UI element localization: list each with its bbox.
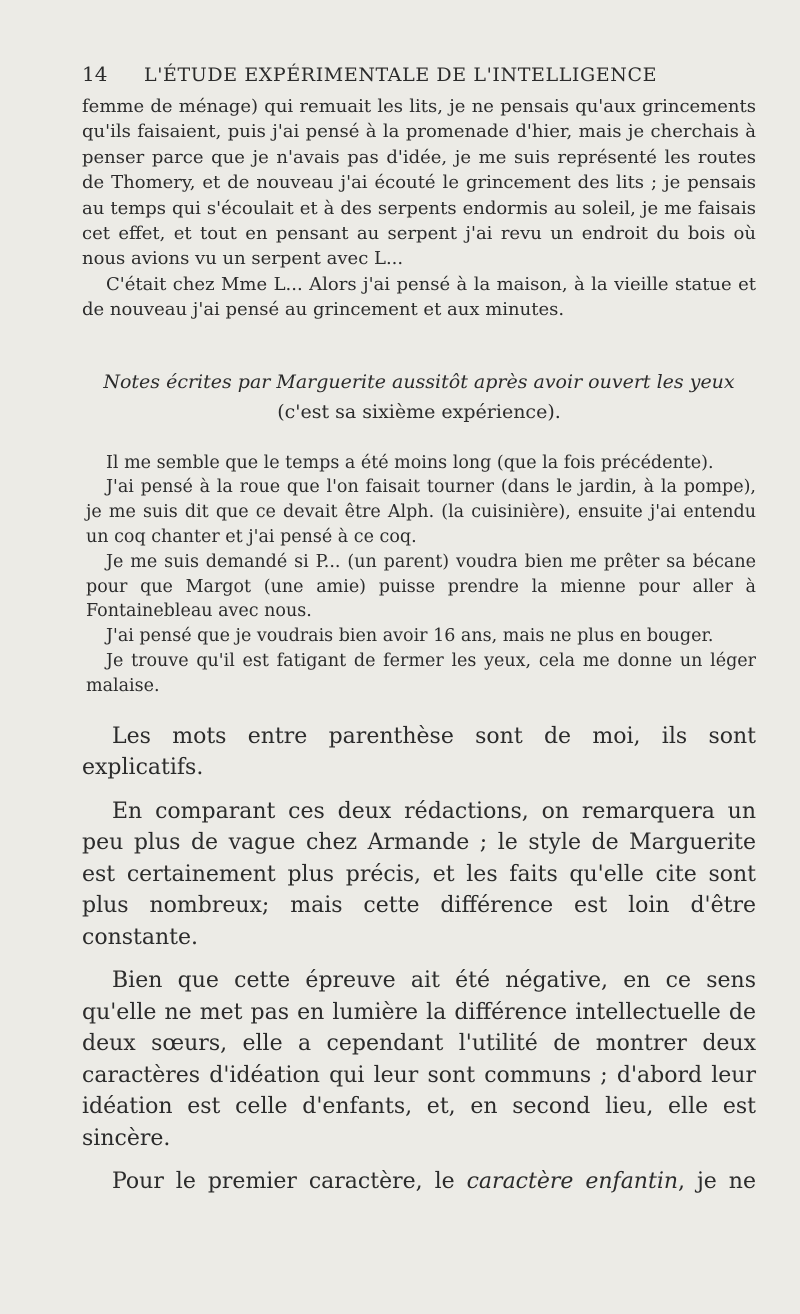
body-italic-run: caractère enfantin: [466, 1169, 679, 1195]
armande-notes: [82, 94, 756, 323]
body-paragraph: Bien que cette épreuve ait été négative, en ce sens qu'elle ne met pas en lumière la différence intellectuelle de deux sœurs, elle a cependant l'utilité de montrer deux caractères d'idéation qui leur sont communs ; d'abord leur idéation est celle d'enfants, et, en second lieu, elle est sincère.: [82, 968, 756, 1151]
page-header: [82, 62, 756, 94]
section-heading-italic: Notes écrites par Marguerite aussitôt après avoir ouvert les yeux: [103, 370, 735, 393]
quote-paragraph: J'ai pensé que je voudrais bien avoir 16 ans, mais ne plus en bouger.: [106, 626, 714, 647]
quote-paragraph: Je trouve qu'il est fatigant de fermer les yeux, cela me donne un léger malaise.: [86, 651, 756, 696]
quote-paragraph: femme de ménage) qui remuait les lits, je ne pensais qu'aux grincements qu'ils faisaient, puis j'ai pensé à la promenade d'hier, mais je cherchais à penser parce que je n'avais pas d'idée, je me suis représenté les routes de Thomery, et de nouveau j'ai écouté le grincement des lits ; je pensais au temps qui s'écoulait et à des serpents endormis au soleil, je me faisais cet effet, et tout en pensant au serpent j'ai revu un endroit du bois où nous avions vu un serpent avec L...: [82, 96, 756, 270]
body-text-run: Pour le premier caractère, le: [112, 1169, 467, 1195]
running-title: L'ÉTUDE EXPÉRIMENTALE DE L'INTELLIGENCE: [144, 64, 658, 86]
page-number: 14: [82, 62, 108, 86]
body-paragraph: Les mots entre parenthèse sont de moi, ils sont explicatifs.: [82, 723, 756, 781]
body-paragraph: [82, 1166, 756, 1198]
marguerite-notes: [82, 451, 756, 699]
section-heading-roman: (c'est sa sixième expérience).: [277, 400, 561, 423]
quote-paragraph: J'ai pensé à la roue que l'on faisait tourner (dans le jardin, à la pompe), je me suis dit que ce devait être Alph. (la cuisinière), ensuite j'ai entendu un coq chanter et j'ai pensé à ce coq.: [86, 477, 756, 548]
quote-paragraph: C'était chez Mme L... Alors j'ai pensé à la maison, à la vieille statue et de nouveau j'ai pensé au grincement et aux minutes.: [82, 273, 756, 321]
section-heading: [82, 367, 756, 427]
body-text: [82, 721, 756, 1198]
body-paragraph: En comparant ces deux rédactions, on remarquera un peu plus de vague chez Armande ; le style de Marguerite est certainement plus précis, et les faits qu'elle cite sont plus nombreux; mais cette différence est loin d'être constante.: [82, 798, 756, 950]
quote-paragraph: Il me semble que le temps a été moins long (que la fois précédente).: [106, 452, 714, 473]
body-text-run: , je ne: [678, 1169, 756, 1195]
quote-paragraph: Je me suis demandé si P... (un parent) voudra bien me prêter sa bécane pour que Margot (une amie) puisse prendre la mienne pour aller à Fontainebleau avec nous.: [86, 551, 756, 622]
